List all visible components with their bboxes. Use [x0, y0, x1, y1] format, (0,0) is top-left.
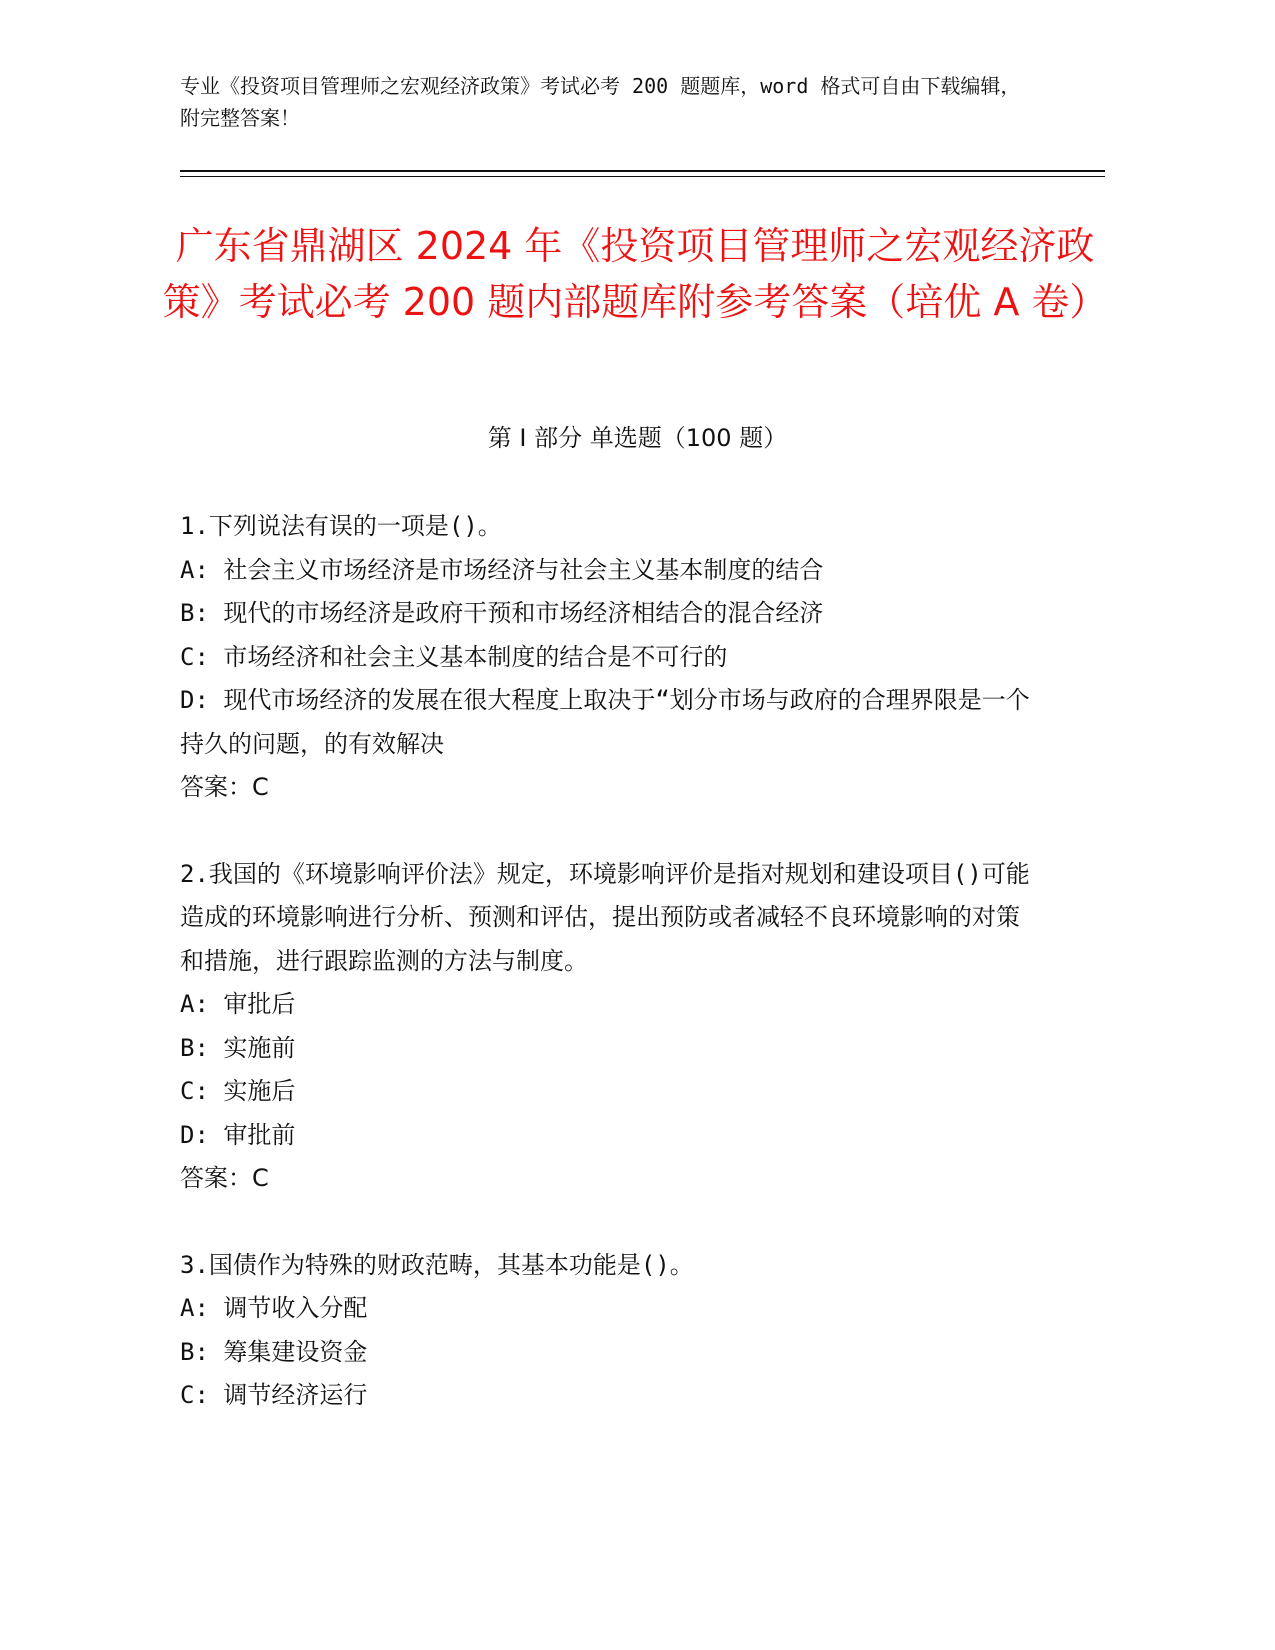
option-a: A: 社会主义市场经济是市场经济与社会主义基本制度的结合 [180, 555, 824, 584]
question-2 [180, 853, 1040, 1201]
document-title: 广东省鼎湖区 2024 年《投资项目管理师之宏观经济政策》考试必考 200 题内部题库附参考答案（培优 A 卷） [162, 224, 1108, 324]
option-c: C: 调节经济运行 [180, 1381, 368, 1409]
answer: 答案：C [180, 773, 269, 801]
question-stem: 3.国债作为特殊的财政范畴，其基本功能是()。 [180, 1250, 694, 1279]
option-a: A: 调节收入分配 [180, 1294, 368, 1322]
option-c: C: 实施后 [180, 1077, 296, 1105]
section-title: 第 I 部分 单选题（100 题） [487, 424, 788, 452]
option-a: A: 审批后 [180, 990, 296, 1018]
option-b: B: 实施前 [180, 1033, 296, 1062]
header-divider-thin [180, 176, 1105, 177]
question-stem: 1.下列说法有误的一项是()。 [180, 512, 502, 540]
option-d: D: 现代市场经济的发展在很大程度上取决于“划分市场与政府的合理界限是一个持久的问题，的有效解决 [180, 686, 1030, 758]
option-c: C: 市场经济和社会主义基本制度的结合是不可行的 [180, 642, 728, 671]
option-d: D: 审批前 [180, 1120, 296, 1149]
header-note: 专业《投资项目管理师之宏观经济政策》考试必考 200 题题库，word 格式可自由下载编辑，附完整答案！ [180, 74, 1021, 130]
header-divider-thick [180, 170, 1105, 172]
question-1 [180, 505, 1040, 810]
option-b: B: 筹集建设资金 [180, 1337, 368, 1366]
option-b: B: 现代的市场经济是政府干预和市场经济相结合的混合经济 [180, 599, 824, 627]
question-list [180, 505, 1040, 1461]
answer: 答案：C [180, 1164, 269, 1192]
question-stem: 2.我国的《环境影响评价法》规定，环境影响评价是指对规划和建设项目()可能造成的环境影响进行分析、预测和评估，提出预防或者减轻不良环境影响的对策和措施，进行跟踪监测的方法与制度。 [180, 859, 1030, 975]
question-3 [180, 1244, 1040, 1418]
